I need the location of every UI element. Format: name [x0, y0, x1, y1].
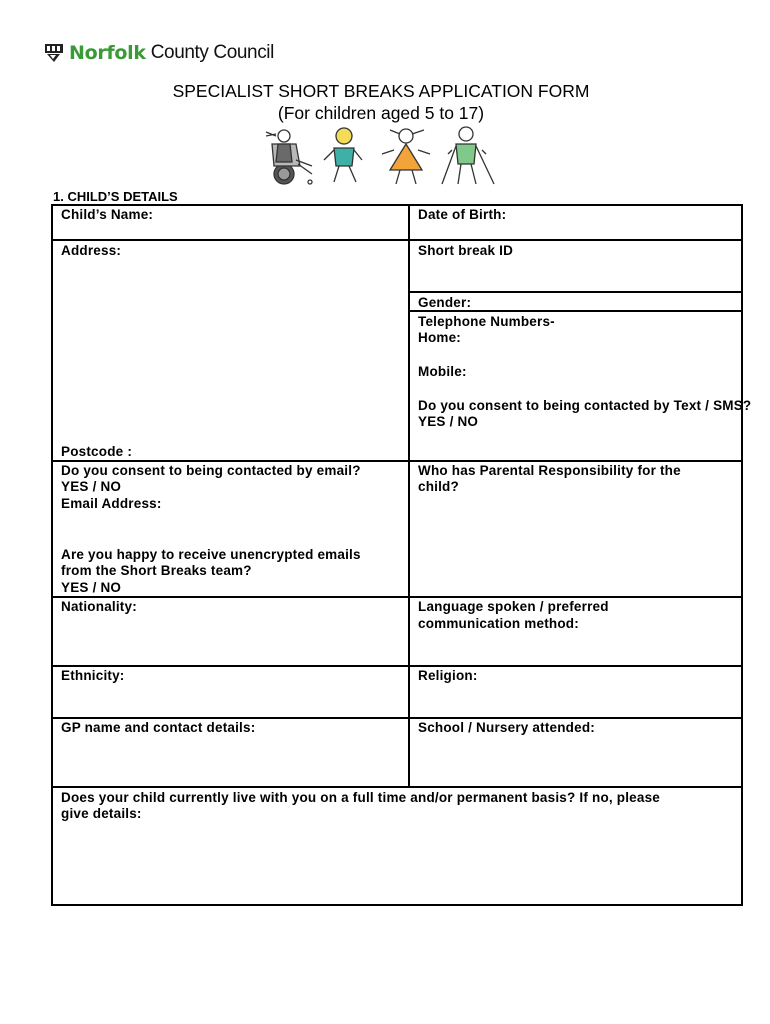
short-break-id-field[interactable]: Short break ID — [418, 243, 514, 258]
logo-norfolk-text: Norfolk — [69, 42, 146, 64]
crutches-child-drawing — [442, 127, 494, 184]
school-attended-field[interactable]: School / Nursery attended: — [418, 720, 595, 735]
crest-icon — [44, 42, 66, 64]
postcode-field[interactable]: Postcode : — [61, 444, 133, 459]
form-subtitle: (For children aged 5 to 17) — [277, 103, 485, 123]
telephone-numbers-label: Telephone Numbers- — [418, 314, 555, 329]
boy-teal-drawing — [324, 128, 362, 182]
row-divider — [51, 460, 743, 462]
council-logo — [44, 40, 274, 66]
mobile-phone-field[interactable]: Mobile: — [418, 364, 467, 379]
form-title: SPECIALIST SHORT BREAKS APPLICATION FORM — [172, 81, 590, 101]
girl-orange-drawing — [382, 129, 430, 184]
home-phone-field[interactable]: Home: — [418, 330, 462, 345]
wheelchair-child-drawing — [266, 130, 312, 184]
row-divider — [51, 665, 743, 667]
religion-field[interactable]: Religion: — [418, 668, 478, 683]
row-divider — [408, 291, 743, 293]
parental-responsibility-question-line2[interactable]: child? — [418, 479, 459, 494]
sms-consent-yes-no[interactable]: YES / NO — [418, 414, 479, 429]
parental-responsibility-question: Who has Parental Responsibility for the — [418, 463, 681, 478]
unencrypted-email-yes-no[interactable]: YES / NO — [61, 580, 122, 595]
date-of-birth-field[interactable]: Date of Birth: — [418, 207, 507, 222]
row-divider — [51, 786, 743, 788]
email-consent-question: Do you consent to being contacted by email? — [61, 463, 361, 478]
gender-field[interactable]: Gender: — [418, 295, 472, 310]
row-divider — [51, 596, 743, 598]
unencrypted-email-question: Are you happy to receive unencrypted emails — [61, 547, 361, 562]
email-address-field[interactable]: Email Address: — [61, 496, 162, 511]
row-divider — [51, 717, 743, 719]
unencrypted-email-question-line2: from the Short Breaks team? — [61, 563, 252, 578]
logo-county-council-text: County Council — [150, 42, 274, 63]
address-field[interactable]: Address: — [61, 243, 122, 258]
communication-method-field[interactable]: communication method: — [418, 616, 579, 631]
nationality-field[interactable]: Nationality: — [61, 599, 137, 614]
living-arrangement-details-field[interactable]: give details: — [61, 806, 142, 821]
row-divider — [51, 239, 743, 241]
childs-name-field[interactable]: Child’s Name: — [61, 207, 154, 222]
children-illustration — [262, 124, 506, 188]
language-label: Language spoken / preferred — [418, 599, 609, 614]
email-consent-yes-no[interactable]: YES / NO — [61, 479, 122, 494]
ethnicity-field[interactable]: Ethnicity: — [61, 668, 125, 683]
sms-consent-question: Do you consent to being contacted by Text / SMS? — [418, 398, 752, 413]
living-arrangement-question: Does your child currently live with you on a full time and/or permanent basis? If no, please — [61, 790, 661, 805]
section-heading-childs-details: 1. CHILD’S DETAILS — [53, 189, 178, 204]
gp-details-field[interactable]: GP name and contact details: — [61, 720, 256, 735]
